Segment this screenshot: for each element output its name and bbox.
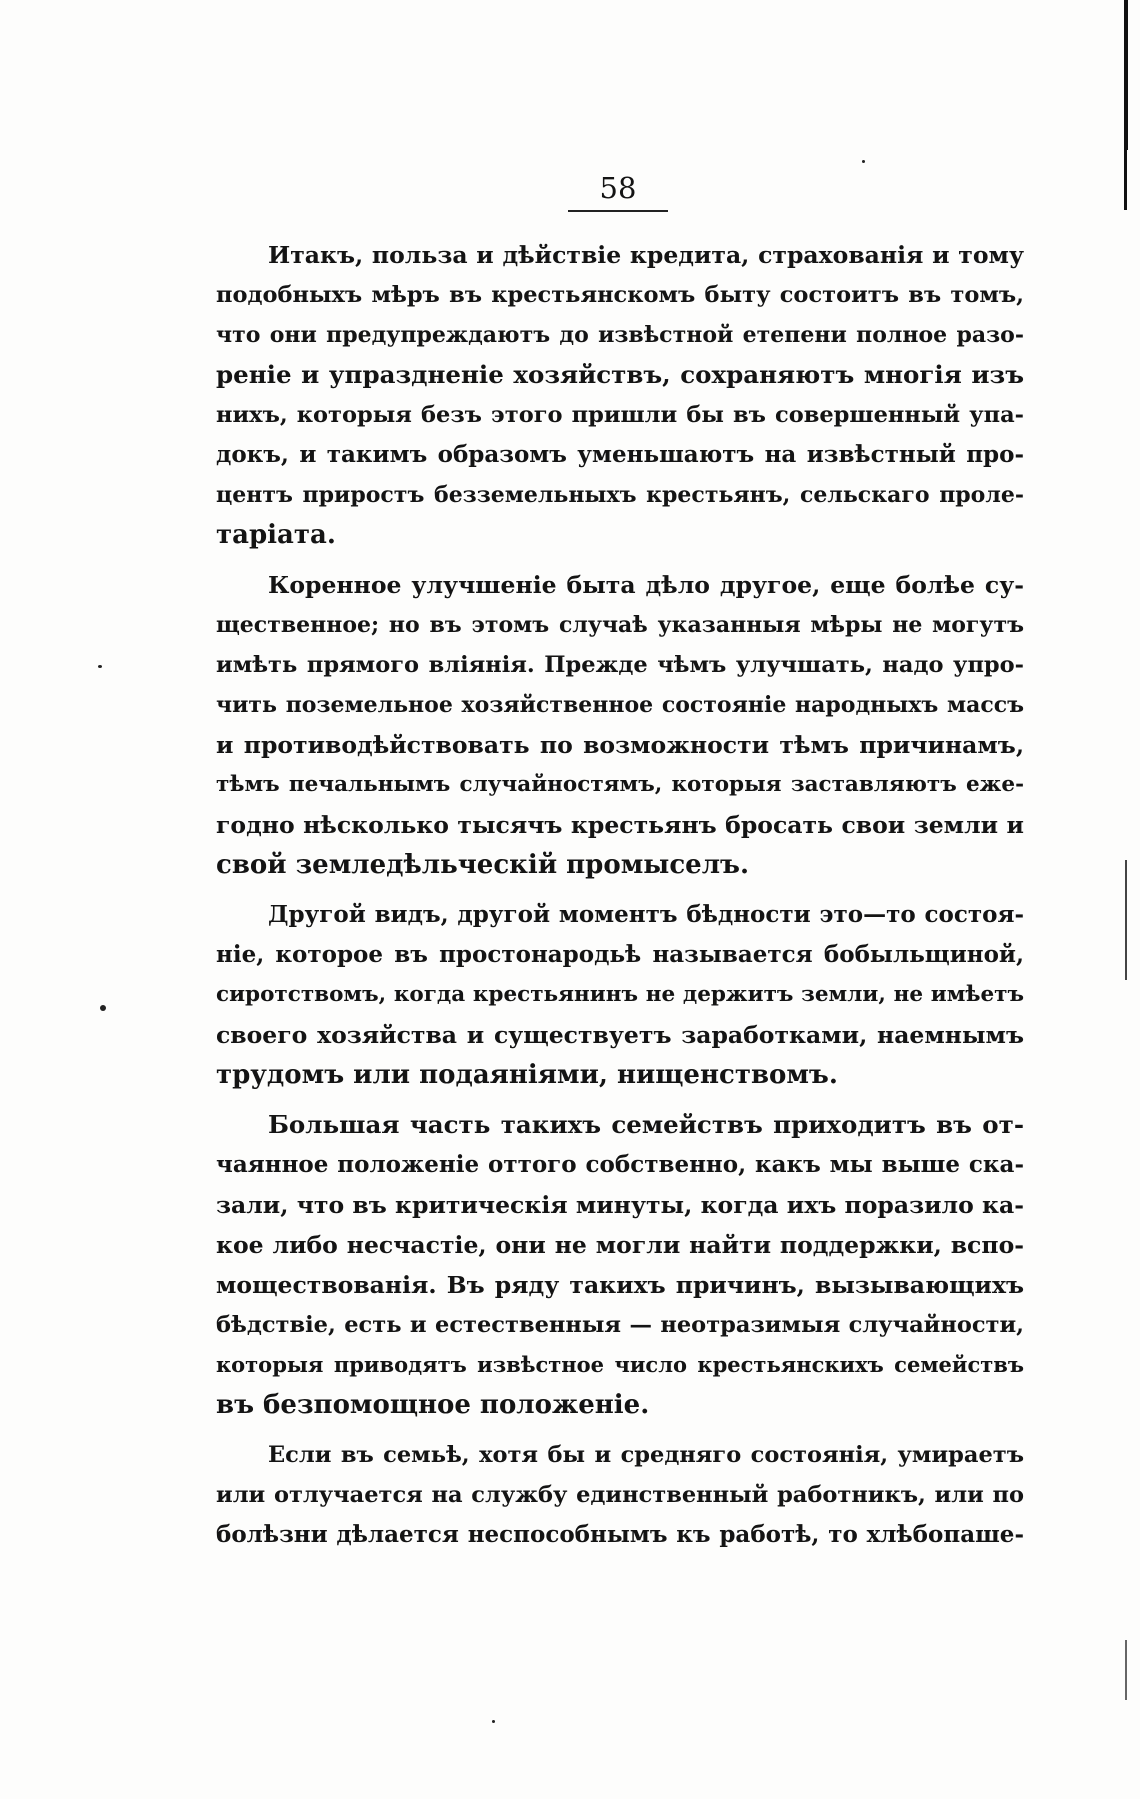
text-line: Итакъ, польза и дѣйствіе кредита, страхованія и тому <box>268 241 1024 269</box>
text-line: таріата. <box>216 520 336 550</box>
text-line: въ безпомощное положеніе. <box>216 1390 650 1420</box>
text-line: кое либо несчастіе, они не могли найти поддержки, вспо- <box>216 1231 1024 1259</box>
paragraph <box>216 565 1024 885</box>
text-line: центъ приростъ безземельныхъ крестьянъ, сельскаго проле- <box>216 482 1024 508</box>
scan-edge-mark <box>1125 1640 1127 1700</box>
text-line: имѣть прямого вліянія. Прежде чѣмъ улучшать, надо упро- <box>216 652 1024 678</box>
text-line: или отлучается на службу единственный работникъ, или по <box>216 1482 1024 1508</box>
text-line: болѣзни дѣлается неспособнымъ къ работѣ, то хлѣбопаше- <box>216 1521 1024 1548</box>
paragraph <box>216 895 1024 1095</box>
text-line: сиротствомъ, когда крестьянинъ не держитъ земли, не имѣетъ <box>216 982 1024 1007</box>
text-line: чить поземельное хозяйственное состояніе народныхъ массъ <box>216 692 1024 718</box>
scan-speck <box>98 665 102 668</box>
text-line: тѣмъ печальнымъ случайностямъ, которыя заставляютъ еже- <box>216 772 1024 797</box>
text-line: свой земледѣльческій промыселъ. <box>216 850 750 880</box>
text-line: что они предупреждаютъ до извѣстной етепени полное разо- <box>216 322 1024 348</box>
scan-edge-mark <box>1125 860 1127 980</box>
text-line: моществованія. Въ ряду такихъ причинъ, вызывающихъ <box>216 1271 1024 1299</box>
text-line: и противодѣйствовать по возможности тѣмъ причинамъ, <box>216 731 1024 759</box>
paragraph <box>216 1105 1024 1425</box>
text-line: подобныхъ мѣръ въ крестьянскомъ быту состоитъ въ томъ, <box>216 282 1024 308</box>
scan-speck <box>100 1005 106 1011</box>
text-line: докъ, и такимъ образомъ уменьшаютъ на извѣстный про- <box>216 441 1024 468</box>
paragraph <box>216 1435 1024 1555</box>
page-number-rule <box>568 210 668 212</box>
text-line: трудомъ или подаяніями, нищенствомъ. <box>216 1060 838 1090</box>
text-line: Коренное улучшеніе быта дѣло другое, еще болѣе су- <box>268 571 1024 599</box>
text-line: бѣдствіе, есть и естественныя — неотразимыя случайности, <box>216 1312 1024 1338</box>
text-line: щественное; но въ этомъ случаѣ указанныя мѣры не могутъ <box>216 612 1024 638</box>
scan-edge-mark <box>1124 150 1127 210</box>
scan-speck <box>862 160 865 163</box>
text-line: ніе, которое въ простонародьѣ называется бобыльщиной, <box>216 941 1024 968</box>
text-line: годно нѣсколько тысячъ крестьянъ бросать свои земли и <box>216 811 1024 839</box>
text-line: чаянное положеніе оттого собственно, какъ мы выше ска- <box>216 1151 1024 1178</box>
page-number: 58 <box>599 171 637 205</box>
scan-speck <box>492 1720 495 1723</box>
body-text <box>216 235 1024 1565</box>
paragraph <box>216 235 1024 555</box>
text-line: своего хозяйства и существуетъ заработками, наемнымъ <box>216 1021 1024 1049</box>
text-line: реніе и упраздненіе хозяйствъ, сохраняютъ многія изъ <box>216 360 1024 389</box>
text-line: нихъ, которыя безъ этого пришли бы въ совершенный упа- <box>216 402 1024 428</box>
scan-edge-mark <box>1124 0 1128 150</box>
text-line: Другой видъ, другой моментъ бѣдности это—то состоя- <box>268 901 1024 928</box>
text-line: Большая часть такихъ семействъ приходитъ въ от- <box>268 1110 1024 1139</box>
text-line: зали, что въ критическія минуты, когда ихъ поразило ка- <box>216 1191 1024 1219</box>
text-line: которыя приводятъ извѣстное число крестьянскихъ семействъ <box>216 1352 1024 1377</box>
text-line: Если въ семьѣ, хотя бы и средняго состоянія, умираетъ <box>268 1442 1024 1468</box>
